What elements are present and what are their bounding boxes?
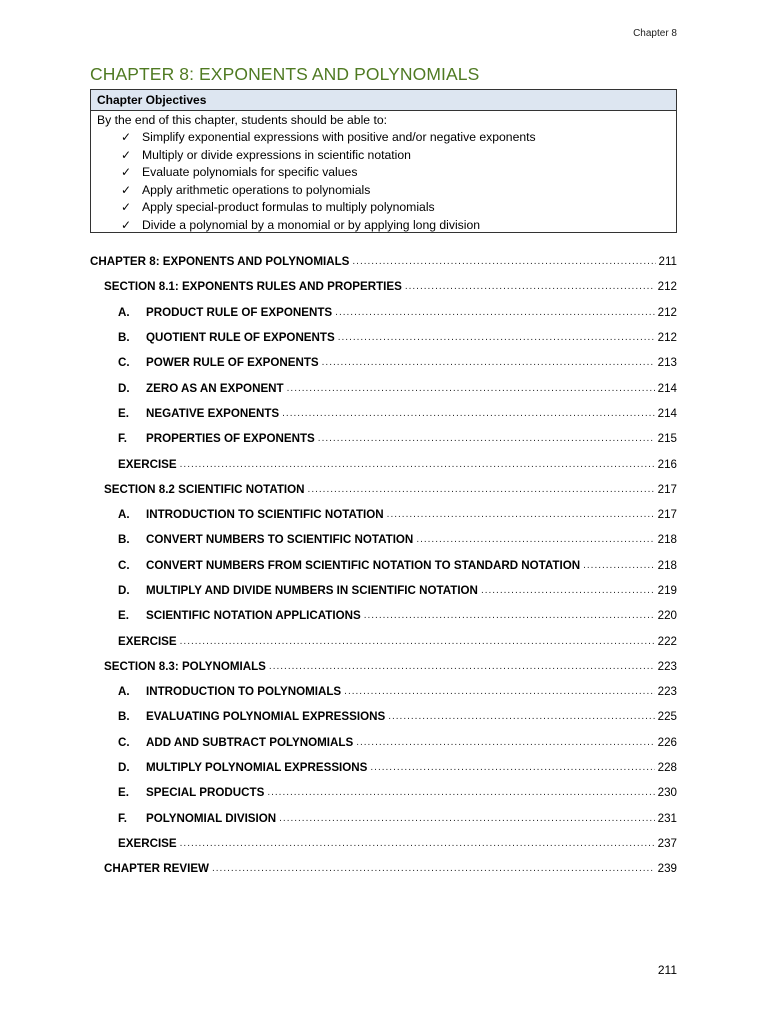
dot-leader bbox=[269, 661, 655, 672]
toc-entry[interactable] bbox=[90, 527, 677, 552]
toc-entry-title: POLYNOMIAL DIVISION bbox=[146, 811, 277, 825]
dot-leader bbox=[352, 256, 655, 267]
toc-entry-page: 222 bbox=[657, 634, 677, 648]
objective-text: Simplify exponential expressions with positive and/or negative exponents bbox=[142, 130, 536, 144]
toc-entry-title: CHAPTER 8: EXPONENTS AND POLYNOMIALS bbox=[90, 255, 350, 269]
checkmark-icon: ✓ bbox=[121, 147, 132, 162]
toc-entry[interactable] bbox=[90, 578, 677, 603]
toc-entry[interactable] bbox=[90, 300, 677, 325]
toc-entry-letter: D. bbox=[118, 761, 130, 775]
dot-leader bbox=[180, 636, 655, 647]
toc-entry-page: 217 bbox=[657, 482, 677, 496]
toc-entry-letter: A. bbox=[118, 305, 130, 319]
dot-leader bbox=[387, 509, 655, 520]
toc-entry[interactable] bbox=[90, 553, 677, 578]
objective-item bbox=[91, 199, 676, 217]
dot-leader bbox=[338, 332, 655, 343]
dot-leader bbox=[344, 686, 654, 697]
toc-entry-page: 223 bbox=[657, 659, 677, 673]
dot-leader bbox=[356, 737, 654, 748]
objective-item bbox=[91, 129, 676, 147]
dot-leader bbox=[388, 711, 654, 722]
toc-entry-letter: B. bbox=[118, 533, 130, 547]
toc-entry-title: CHAPTER REVIEW bbox=[104, 862, 209, 876]
toc-entry-title: PROPERTIES OF EXPONENTS bbox=[146, 432, 315, 446]
dot-leader bbox=[405, 281, 655, 292]
objectives-intro: By the end of this chapter, students should be able to: bbox=[97, 113, 387, 127]
toc-entry[interactable] bbox=[90, 755, 677, 780]
toc-entry-page: 215 bbox=[657, 432, 677, 446]
toc-entry[interactable] bbox=[90, 426, 677, 451]
objective-text: Evaluate polynomials for specific values bbox=[142, 165, 358, 180]
dot-leader bbox=[318, 433, 655, 444]
dot-leader bbox=[481, 585, 655, 596]
toc-entry[interactable] bbox=[90, 704, 677, 729]
toc-entry-page: 231 bbox=[657, 811, 677, 825]
toc-entry-title: MULTIPLY POLYNOMIAL EXPRESSIONS bbox=[146, 761, 368, 775]
toc-entry[interactable] bbox=[90, 679, 677, 704]
toc-entry-letter: F. bbox=[118, 811, 128, 825]
toc-entry-letter: E. bbox=[118, 406, 129, 420]
toc-entry-title: QUOTIENT RULE OF EXPONENTS bbox=[146, 331, 335, 345]
chapter-title: CHAPTER 8: EXPONENTS AND POLYNOMIALS bbox=[90, 64, 480, 84]
toc-entry-title: CONVERT NUMBERS TO SCIENTIFIC NOTATION bbox=[146, 533, 414, 547]
toc-entry-page: 218 bbox=[657, 558, 677, 572]
objective-item bbox=[91, 182, 676, 200]
toc-entry-title: INTRODUCTION TO SCIENTIFIC NOTATION bbox=[146, 508, 384, 522]
dot-leader bbox=[267, 787, 654, 798]
toc-entry-page: 239 bbox=[657, 862, 677, 876]
toc-entry-page: 213 bbox=[657, 356, 677, 370]
dot-leader bbox=[282, 408, 655, 419]
toc-entry-title: SECTION 8.3: POLYNOMIALS bbox=[104, 659, 266, 673]
objective-text: Apply arithmetic operations to polynomials bbox=[142, 182, 371, 197]
dot-leader bbox=[322, 357, 655, 368]
toc-entry-title: ZERO AS AN EXPONENT bbox=[146, 381, 284, 395]
toc-entry-title: CONVERT NUMBERS FROM SCIENTIFIC NOTATION TO STANDARD NOTATION bbox=[146, 558, 581, 572]
dot-leader bbox=[308, 484, 655, 495]
objective-item bbox=[91, 147, 676, 165]
dot-leader bbox=[279, 813, 655, 824]
toc-entry-page: 218 bbox=[657, 533, 677, 547]
toc-entry[interactable] bbox=[90, 730, 677, 755]
toc-entry-letter: B. bbox=[118, 331, 130, 345]
toc-entry[interactable] bbox=[90, 375, 677, 400]
toc-entry-page: 223 bbox=[657, 685, 677, 699]
toc-entry-page: 237 bbox=[657, 836, 677, 850]
checkmark-icon: ✓ bbox=[121, 165, 132, 180]
toc-entry-title: EXERCISE bbox=[118, 634, 177, 648]
dot-leader bbox=[416, 534, 654, 545]
toc-entry-letter: B. bbox=[118, 710, 130, 724]
toc-entry-title: SPECIAL PRODUCTS bbox=[146, 786, 265, 800]
toc-entry[interactable] bbox=[90, 249, 677, 274]
checkmark-icon: ✓ bbox=[121, 130, 132, 144]
toc-entry-page: 212 bbox=[657, 280, 677, 294]
toc-entry-title: EXERCISE bbox=[118, 457, 177, 471]
toc-entry[interactable] bbox=[90, 603, 677, 628]
toc-entry-title: MULTIPLY AND DIVIDE NUMBERS IN SCIENTIFIC NOTATION bbox=[146, 584, 478, 597]
toc-entry-letter: D. bbox=[118, 584, 130, 597]
toc-entry-page: 214 bbox=[657, 406, 677, 420]
toc-entry-page: 211 bbox=[658, 255, 677, 269]
objectives-heading: Chapter Objectives bbox=[91, 90, 676, 111]
toc-entry-page: 216 bbox=[657, 457, 677, 471]
toc-entry-letter: E. bbox=[118, 609, 129, 623]
toc-entry-page: 212 bbox=[657, 305, 677, 319]
objectives-list bbox=[91, 129, 676, 235]
toc-entry[interactable] bbox=[90, 831, 677, 856]
checkmark-icon: ✓ bbox=[121, 200, 132, 215]
toc-entry-page: 220 bbox=[657, 609, 677, 623]
checkmark-icon: ✓ bbox=[121, 217, 132, 232]
toc-entry-letter: C. bbox=[118, 735, 130, 749]
toc-entry[interactable] bbox=[90, 502, 677, 527]
toc-entry[interactable] bbox=[90, 806, 677, 831]
dot-leader bbox=[180, 459, 655, 470]
dot-leader bbox=[370, 762, 654, 773]
toc-entry[interactable] bbox=[90, 451, 677, 476]
toc-entry-title: INTRODUCTION TO POLYNOMIALS bbox=[146, 685, 342, 699]
dot-leader bbox=[583, 560, 655, 571]
toc-entry-page: 217 bbox=[657, 508, 677, 522]
toc-entry-letter: A. bbox=[118, 685, 130, 699]
objective-item bbox=[91, 217, 676, 235]
dot-leader bbox=[287, 383, 655, 394]
running-header: Chapter 8 bbox=[633, 28, 677, 39]
toc-entry-title: PRODUCT RULE OF EXPONENTS bbox=[146, 305, 333, 319]
toc-entry-title: SECTION 8.2 SCIENTIFIC NOTATION bbox=[104, 482, 305, 496]
toc-entry-page: 214 bbox=[657, 381, 677, 395]
toc-entry-letter: C. bbox=[118, 558, 130, 572]
objective-item bbox=[91, 164, 676, 182]
dot-leader bbox=[212, 863, 655, 874]
dot-leader bbox=[364, 610, 655, 621]
toc-entry[interactable] bbox=[90, 401, 677, 426]
toc-entry-page: 230 bbox=[657, 786, 677, 800]
objective-text: Apply special-product formulas to multiply polynomials bbox=[142, 200, 435, 215]
toc-entry-title: POWER RULE OF EXPONENTS bbox=[146, 356, 319, 370]
toc-entry-page: 212 bbox=[657, 331, 677, 345]
toc-entry-page: 225 bbox=[657, 710, 677, 724]
toc-entry[interactable] bbox=[90, 274, 677, 299]
toc-entry[interactable] bbox=[90, 780, 677, 805]
toc-entry[interactable] bbox=[90, 654, 677, 679]
toc-entry-title: SECTION 8.1: EXPONENTS RULES AND PROPERTIES bbox=[104, 280, 402, 294]
toc-entry-title: NEGATIVE EXPONENTS bbox=[146, 406, 280, 420]
toc-entry-page: 226 bbox=[657, 735, 677, 749]
toc-entry-title: EXERCISE bbox=[118, 836, 177, 850]
toc-entry-page: 228 bbox=[657, 761, 677, 775]
toc-entry[interactable] bbox=[90, 350, 677, 375]
checkmark-icon: ✓ bbox=[121, 182, 132, 197]
objective-text: Divide a polynomial by a monomial or by applying long division bbox=[142, 217, 481, 232]
dot-leader bbox=[180, 838, 655, 849]
toc-entry[interactable] bbox=[90, 856, 677, 881]
toc-entry-letter: D. bbox=[118, 381, 130, 395]
toc-entry-page: 219 bbox=[657, 584, 677, 597]
dot-leader bbox=[335, 307, 654, 318]
toc-entry-letter: C. bbox=[118, 356, 130, 370]
table-of-contents bbox=[90, 249, 677, 881]
toc-entry[interactable] bbox=[90, 477, 677, 502]
toc-entry-title: SCIENTIFIC NOTATION APPLICATIONS bbox=[146, 609, 361, 623]
toc-entry-letter: A. bbox=[118, 508, 130, 522]
page-number: 211 bbox=[657, 963, 677, 977]
toc-entry-title: EVALUATING POLYNOMIAL EXPRESSIONS bbox=[146, 710, 386, 724]
toc-entry[interactable] bbox=[90, 325, 677, 350]
objective-text: Multiply or divide expressions in scientific notation bbox=[142, 147, 411, 162]
toc-entry-letter: E. bbox=[118, 786, 129, 800]
toc-entry-title: ADD AND SUBTRACT POLYNOMIALS bbox=[146, 735, 354, 749]
objectives-box bbox=[90, 89, 677, 233]
toc-entry[interactable] bbox=[90, 628, 677, 653]
toc-entry-letter: F. bbox=[118, 432, 128, 446]
